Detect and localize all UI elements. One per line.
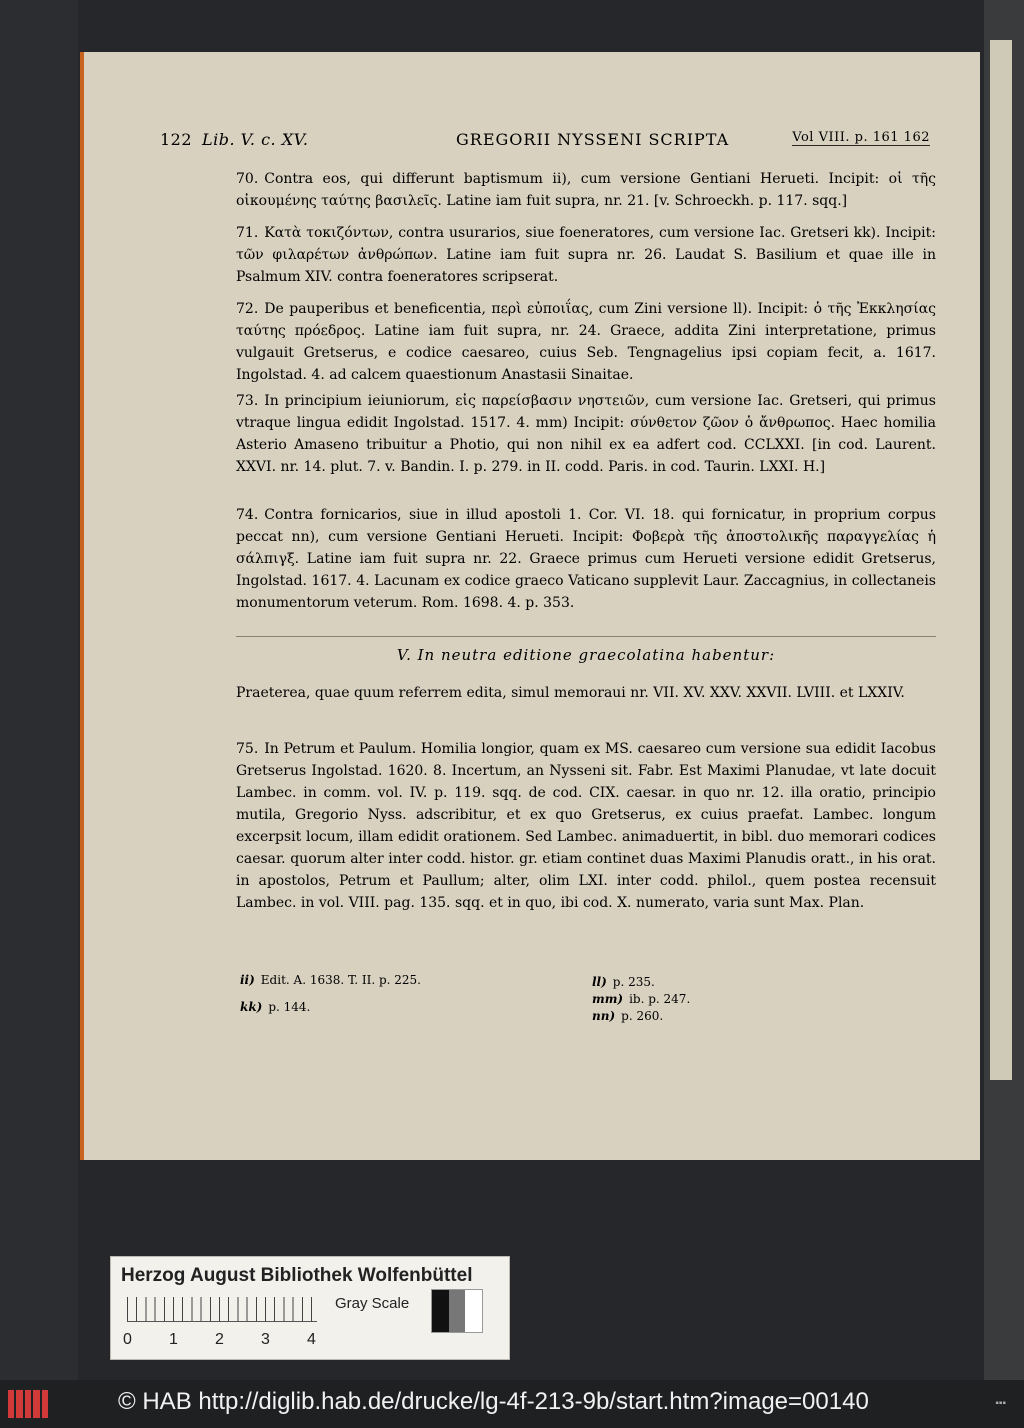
gray-scale-label: Gray Scale: [335, 1295, 410, 1312]
entry-70: 70. Contra eos, qui differunt baptismum ii), cum versione Gentiani Herueti. Incipit: οἱ τῆς οἰκουμένης ταύτης βασιλεῖς. Latine iam fuit supra, nr. 21. [v. Schroeckh. p. 117. sqq.]: [236, 171, 936, 209]
library-name: Herzog August Bibliothek Wolfenbüttel: [121, 1265, 473, 1286]
ruler-scale: 0 1 2 3 4: [127, 1297, 317, 1327]
hab-logo-icon: [8, 1390, 48, 1418]
scan-background-left: [0, 0, 78, 1380]
footnote-nn: nn) p. 260.: [592, 1009, 664, 1023]
entry-71: 71. Κατὰ τοκιζόντων, contra usurarios, siue foeneratores, cum versione Iac. Gretseri kk). Incipit: τῶν φιλαρέτων ἀνθρώπων. Latine iam fuit supra nr. 26. Laudat S. Basilium et quae ille in Psalmum XIV. contra foeneratores scripserat.: [236, 225, 936, 285]
intro-paragraph: Praeterea, quae quum referrem edita, simul memoraui nr. VII. XV. XXV. XXVII. LVIII. et LXXIV.: [236, 685, 905, 701]
entry-72: 72. De pauperibus et beneficentia, περὶ εὐποιΐας, cum Zini versione ll). Incipit: ὁ τῆς Ἐκκλησίας ταύτης πρόεδρος. Latine iam fuit supra, nr. 24. Graece, addita Zini interpretatione, primus vulgauit Gretserus, e codice caesareo, cuius Seb. Tengnagelius ipsi copiam fecit, a. 1617. Ingolstad. 4. ad calcem quaestionum Anastasii Sinaitae.: [236, 301, 936, 383]
section-heading: V. In neutra editione graecolatina habentur:: [396, 646, 776, 664]
gray-scale-swatch: [431, 1289, 483, 1333]
section-divider: [236, 636, 936, 637]
footnote-mm: mm) ib. p. 247.: [592, 992, 691, 1006]
ellipsis-icon: ▪▪▪: [995, 1398, 1006, 1409]
footnote-kk: kk) p. 144.: [240, 1000, 311, 1014]
credit-url[interactable]: © HAB http://diglib.hab.de/drucke/lg-4f-213-9b/start.htm?image=00140: [118, 1388, 869, 1415]
page-header: [160, 130, 930, 154]
running-title: GREGORII NYSSENI SCRIPTA: [456, 130, 730, 149]
footnotes-left: [240, 972, 421, 1016]
page-number: 122: [160, 130, 193, 149]
credit-bar: [0, 1380, 1024, 1428]
scan-background-right: [984, 0, 1024, 1380]
footnote-ii: ii) Edit. A. 1638. T. II. p. 225.: [240, 973, 421, 987]
entry-75: 75. In Petrum et Paulum. Homilia longior, quam ex MS. caesareo cum versione sua edidit Iacobus Gretserus Ingolstad. 1620. 8. Incertum, an Nysseni sit. Fabr. Est Maximi Planudae, vt late docuit Lambec. in comm. vol. IV. p. 119. sqq. de cod. CIX. caesar. in quo nr. 12. illa oratio, principio mutila, Gregorio Nyss. adscribitur, et ex quo Gretserus, ex cuius praefat. Lambec. longum excerpsit locum, illam edidit orationem. Sed Lambec. animaduertit, in bibl. duo memorari codices caesar. quorum alter inter codd. histor. gr. etiam continet duas Maximi Planudis oratt., in his orat. in apostolos, Petrum et Paullum; alter, olim LXI. inter codd. philol., quem postea recensuit Lambec. in vol. VIII. pag. 135. sqq. et in quo, ibi cod. X. numerato, varia sunt Max. Plan.: [236, 741, 936, 911]
section-ref: Lib. V. c. XV.: [202, 130, 309, 149]
adjacent-page-edge: [990, 40, 1012, 1080]
entry-73: 73. In principium ieiuniorum, εἰς παρείσβασιν νηστειῶν, cum versione Iac. Gretseri, qui primus vtraque lingua edidit Ingolstad. 1517. 4. mm) Incipit: σύνθετον ζῶον ὁ ἄνθρωπος. Haec homilia Asterio Amaseno tribuitur a Photio, qui non nihil ex ea adfert cod. CCLXXI. [in cod. Laurent. XXVI. nr. 14. plut. 7. v. Bandin. I. p. 279. in II. codd. Paris. in cod. Taurin. LXXI. H.]: [236, 393, 936, 475]
footnote-ll: ll) p. 235.: [592, 975, 655, 989]
volume-ref: Vol VIII. p. 161 162: [792, 130, 930, 145]
library-color-card: [110, 1256, 510, 1360]
ruler-ticks: [127, 1297, 317, 1322]
footnotes-right: [592, 974, 690, 1025]
entry-74: 74. Contra fornicarios, siue in illud apostoli 1. Cor. VI. 18. qui fornicatur, in proprium corpus peccat nn), cum versione Gentiani Herueti. Incipit: Φοβερὰ τῆς ἀποστολικῆς παραγγελίας ἡ σάλπιγξ. Latine iam fuit supra nr. 22. Graece primus cum Herueti versione edidit Gretserus, Ingolstad. 1617. 4. Lacunam ex codice graeco Vaticano supplevit Laur. Zaccagnius, in collectaneis monumentorum veterum. Rom. 1698. 4. p. 353.: [236, 507, 936, 611]
